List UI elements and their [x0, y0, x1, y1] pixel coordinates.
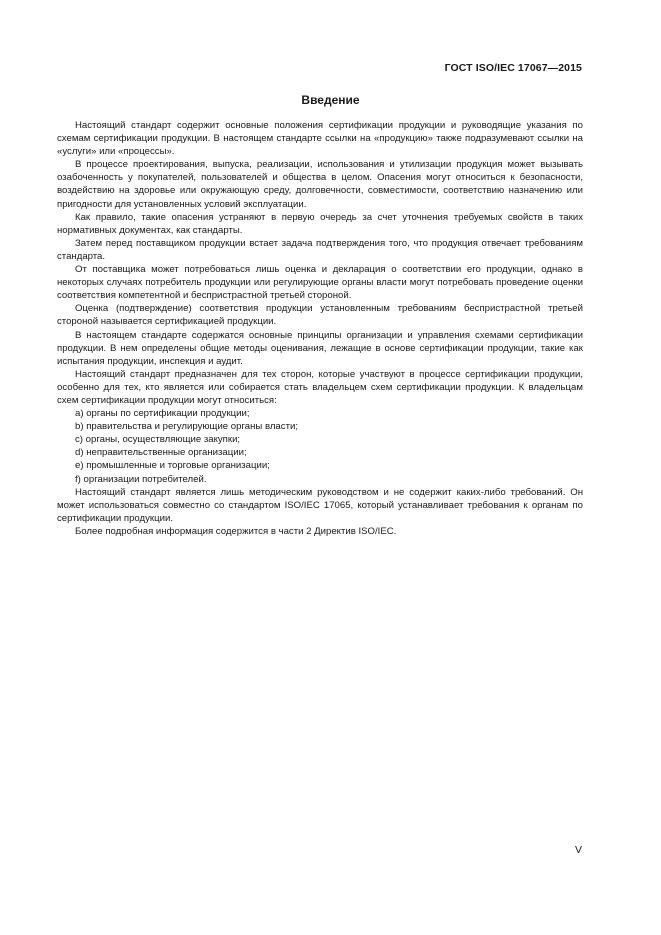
- paragraph: В настоящем стандарте содержатся основные принципы организации и управления схемами сертификации продукции. В нем определены общие методы оценивания, лежащие в основе сертификации продукции, такие как испытания продукции, инспекция и аудит.: [57, 329, 583, 367]
- paragraph: От поставщика может потребоваться лишь оценка и декларация о соответствии его продукции, однако в некоторых случаях потребитель продукции или регулирующие органы власти могут потребовать проведение оценки соответствия компетентной и беспристрастной третьей стороной.: [57, 264, 583, 302]
- paragraph: Затем перед поставщиком продукции встает задача подтверждения того, что продукция отвечает требованиям стандарта.: [57, 237, 583, 262]
- paragraph: Настоящий стандарт предназначен для тех сторон, которые участвуют в процессе сертификации продукции, особенно для тех, кто является или собирается стать владельцем схем сертификации продукции. К владельцам схем сертификации продукции могут относиться:: [57, 368, 583, 406]
- list-item: d) неправительственные организации;: [75, 447, 247, 459]
- document-code-header: ГОСТ ISO/IEC 17067—2015: [444, 62, 582, 74]
- paragraph: Более подробная информация содержится в части 2 Директив ISO/IEC.: [75, 525, 397, 537]
- paragraph: Настоящий стандарт содержит основные положения сертификации продукции и руководящие указания по схемам сертификации продукции. В настоящем стандарте ссылки на «продукцию» также подразумевают ссылки на «услуги» или «процессы».: [57, 120, 583, 158]
- list-item: e) промышленные и торговые организации;: [75, 460, 270, 472]
- body-text: [57, 119, 583, 538]
- list-item: c) органы, осуществляющие закупки;: [75, 434, 241, 446]
- page-number: V: [574, 844, 582, 856]
- section-title: Введение: [301, 93, 360, 107]
- list-item: a) органы по сертификации продукции;: [75, 408, 250, 420]
- paragraph: Оценка (подтверждение) соответствия продукции установленным требованиям беспристрастной третьей стороной называется сертификацией продукции.: [57, 303, 583, 328]
- list-item: f) организации потребителей.: [75, 473, 207, 485]
- paragraph: Как правило, такие опасения устраняют в первую очередь за счет уточнения требуемых свойств в таких нормативных документах, как стандарты.: [57, 211, 583, 236]
- paragraph: Настоящий стандарт является лишь методическим руководством и не содержит каких-либо требований. Он может использоваться совместно со стандартом ISO/IEC 17065, который устанавливает требования к органам по сертификации продукции.: [57, 486, 583, 524]
- list-item: b) правительства и регулирующие органы власти;: [75, 421, 298, 433]
- paragraph: В процессе проектирования, выпуска, реализации, использования и утилизации продукция может вызывать озабоченность у покупателей, пользователей и общества в целом. Опасения могут относиться к безопасности, воздействию на здоровье или окружающую среду, долговечности, совместимости, соответствию назначению или пригодности для установленных условий эксплуатации.: [57, 159, 583, 210]
